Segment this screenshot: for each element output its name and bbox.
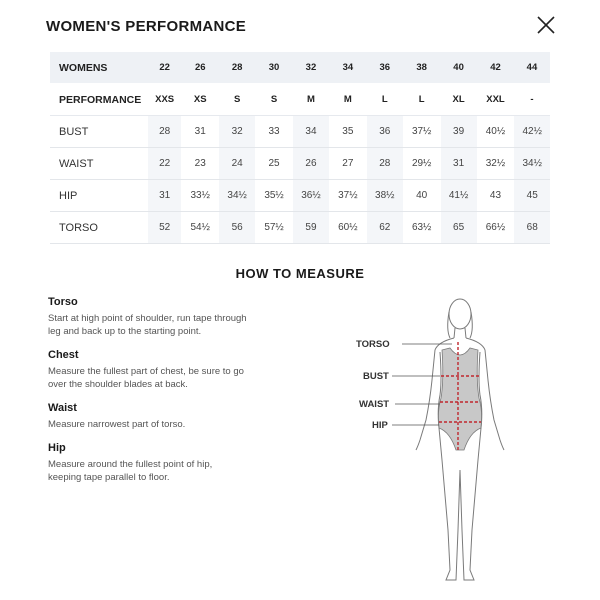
table-row — [50, 52, 550, 84]
table-cell: 65 — [440, 212, 477, 244]
figure-label-hip: HIP — [372, 420, 388, 431]
table-row — [50, 148, 550, 180]
table-cell: 36 — [366, 52, 403, 84]
table-cell: 32½ — [477, 148, 514, 180]
table-cell: L — [403, 84, 440, 116]
table-cell: 35½ — [256, 180, 293, 212]
table-cell: 39 — [440, 116, 477, 148]
table-cell: 24 — [219, 148, 256, 180]
instruction-title: Torso — [48, 296, 78, 308]
table-cell: 26 — [293, 148, 330, 180]
table-cell: S — [256, 84, 293, 116]
row-label: TORSO — [50, 212, 148, 244]
table-cell: 57½ — [256, 212, 293, 244]
body-outline-icon — [340, 290, 540, 590]
table-cell: 38 — [403, 52, 440, 84]
row-label: WAIST — [50, 148, 148, 180]
table-cell: 40 — [403, 180, 440, 212]
table-cell: 44 — [514, 52, 550, 84]
instruction-title: Hip — [48, 442, 66, 454]
instruction-torso — [48, 296, 248, 338]
table-cell: 38½ — [366, 180, 403, 212]
close-button[interactable] — [535, 14, 557, 36]
table-cell: 42 — [477, 52, 514, 84]
table-cell: 33½ — [182, 180, 219, 212]
table-cell: S — [219, 84, 256, 116]
row-label: HIP — [50, 180, 148, 212]
table-cell: 40½ — [477, 116, 514, 148]
table-cell: 31 — [440, 148, 477, 180]
table-cell: 43 — [477, 180, 514, 212]
table-cell: 36½ — [293, 180, 330, 212]
table-row — [50, 180, 550, 212]
table-cell: 68 — [514, 212, 550, 244]
table-cell: - — [514, 84, 550, 116]
instruction-title: Chest — [48, 349, 79, 361]
table-cell: 34½ — [514, 148, 550, 180]
figure-label-waist: WAIST — [359, 399, 390, 410]
table-cell: 25 — [256, 148, 293, 180]
table-cell: 40 — [440, 52, 477, 84]
table-cell: 45 — [514, 180, 550, 212]
table-cell: 28 — [219, 52, 256, 84]
table-cell: 31 — [182, 116, 219, 148]
instruction-text: Measure around the fullest point of hip, keeping tape parallel to floor. — [48, 459, 213, 483]
instruction-text: Measure the fullest part of chest, be sure to go over the shoulder blades at back. — [48, 366, 244, 390]
table-cell: 32 — [293, 52, 330, 84]
table-cell: 42½ — [514, 116, 550, 148]
table-cell: 22 — [148, 52, 182, 84]
row-label: WOMENS — [50, 52, 148, 84]
instruction-text: Start at high point of shoulder, run tape through leg and back up to the starting point. — [48, 313, 247, 337]
table-cell: 56 — [219, 212, 256, 244]
instruction-title: Waist — [48, 402, 77, 414]
table-cell: XXL — [477, 84, 514, 116]
table-cell: 32 — [219, 116, 256, 148]
table-cell: M — [329, 84, 366, 116]
table-cell: 28 — [148, 116, 182, 148]
table-cell: 27 — [329, 148, 366, 180]
table-cell: 23 — [182, 148, 219, 180]
table-cell: 63½ — [403, 212, 440, 244]
table-cell: 31 — [148, 180, 182, 212]
table-row — [50, 116, 550, 148]
table-cell: 59 — [293, 212, 330, 244]
how-to-measure-heading: HOW TO MEASURE — [235, 266, 365, 281]
table-cell: 30 — [256, 52, 293, 84]
table-cell: 29½ — [403, 148, 440, 180]
table-cell: 26 — [182, 52, 219, 84]
measure-instructions — [48, 296, 248, 495]
table-cell: 34 — [329, 52, 366, 84]
table-cell: 37½ — [403, 116, 440, 148]
row-label: BUST — [50, 116, 148, 148]
figure-label-torso: TORSO — [356, 339, 390, 350]
table-cell: XL — [440, 84, 477, 116]
measurement-figure — [340, 290, 540, 590]
instruction-hip — [48, 442, 248, 484]
table-cell: 62 — [366, 212, 403, 244]
table-cell: 60½ — [329, 212, 366, 244]
table-cell: L — [366, 84, 403, 116]
table-cell: 36 — [366, 116, 403, 148]
page-title: WOMEN'S PERFORMANCE — [46, 18, 247, 35]
table-cell: 28 — [366, 148, 403, 180]
figure-label-bust: BUST — [363, 371, 389, 382]
table-cell: 34½ — [219, 180, 256, 212]
row-label: PERFORMANCE — [50, 84, 148, 116]
table-cell: 66½ — [477, 212, 514, 244]
table-row — [50, 212, 550, 244]
table-cell: 33 — [256, 116, 293, 148]
table-cell: 22 — [148, 148, 182, 180]
table-cell: XXS — [148, 84, 182, 116]
table-cell: 37½ — [329, 180, 366, 212]
table-cell: XS — [182, 84, 219, 116]
instruction-waist — [48, 402, 248, 431]
table-cell: M — [293, 84, 330, 116]
size-chart-table — [50, 52, 550, 244]
table-cell: 34 — [293, 116, 330, 148]
table-row — [50, 84, 550, 116]
table-cell: 54½ — [182, 212, 219, 244]
table-cell: 52 — [148, 212, 182, 244]
instruction-text: Measure narrowest part of torso. — [48, 419, 186, 430]
table-cell: 41½ — [440, 180, 477, 212]
instruction-chest — [48, 349, 248, 391]
close-icon — [535, 14, 557, 36]
table-cell: 35 — [329, 116, 366, 148]
